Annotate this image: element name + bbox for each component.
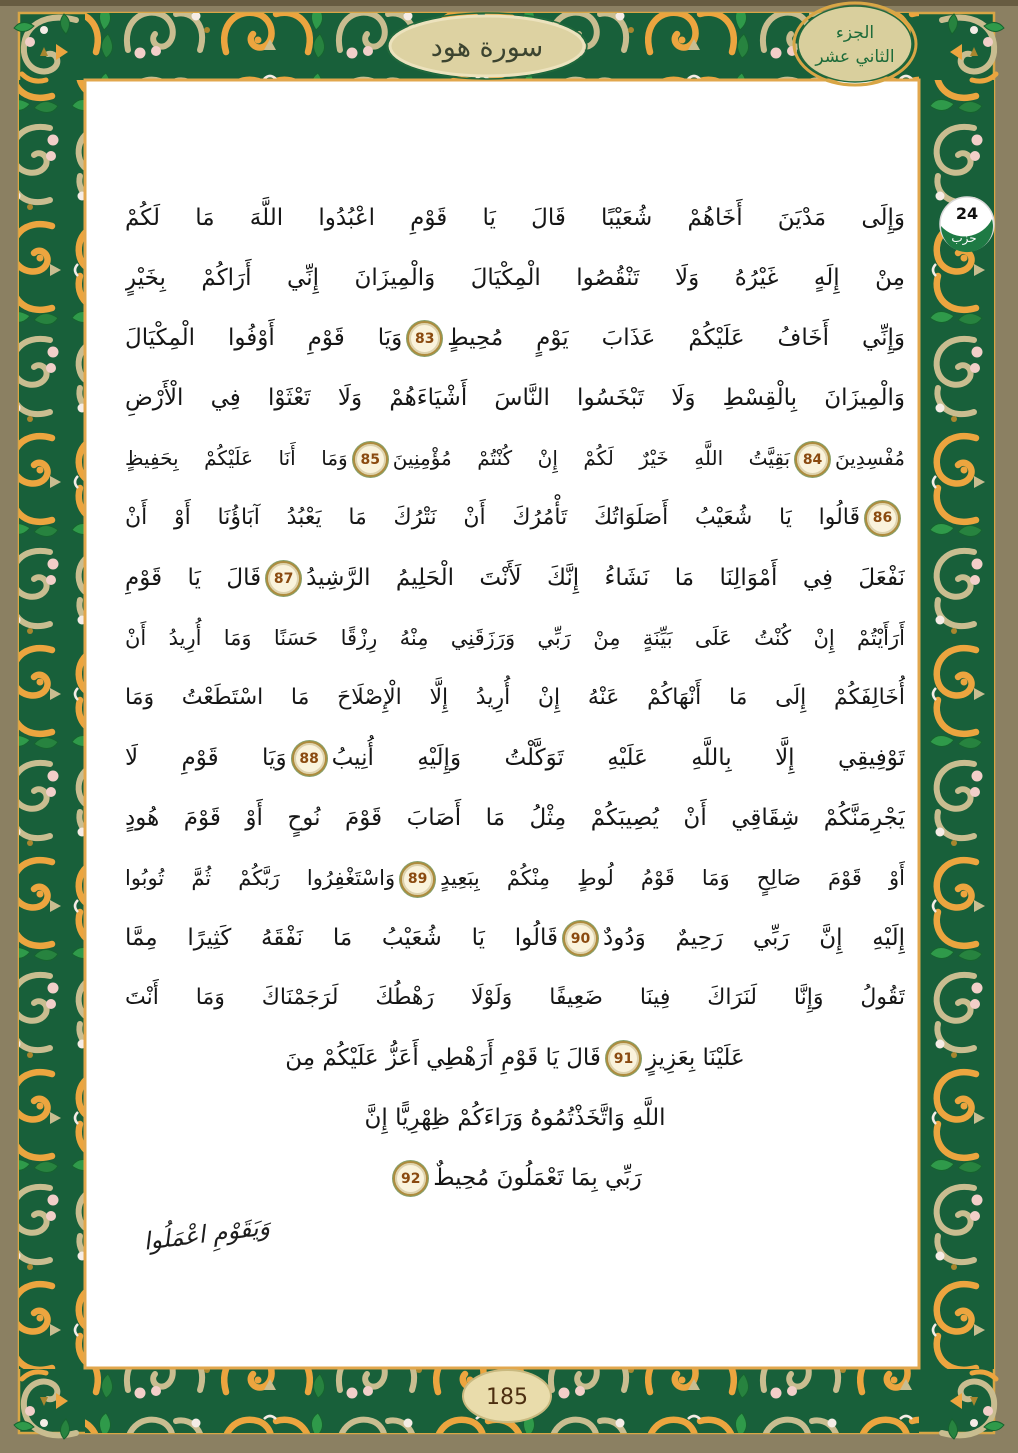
hizb-word: حزب xyxy=(951,231,977,245)
ayah-text: وَاسْتَغْفِرُوا رَبَّكُمْ ثُمَّ تُوبُوا xyxy=(125,866,396,890)
quran-line-12 xyxy=(125,848,905,908)
verse-marker-85: 85 xyxy=(353,442,388,477)
ayah-text: أَوْ قَوْمَ صَالِحٍ وَمَا قَوْمُ لُوطٍ مِنْكُمْ بِبَعِيدٍ xyxy=(440,866,905,890)
quran-line-2 xyxy=(125,248,905,308)
ayah-text: أُخَالِفَكُمْ إِلَى مَا أَنْهَاكُمْ عَنْهُ إِنْ أُرِيدُ إِلَّا الْإِصْلَاحَ مَا اسْتَطَعْتُ وَمَا xyxy=(125,685,905,710)
border-ornament-right xyxy=(928,80,994,1369)
ayah-text: قَالَ يَا قَوْمِ أَرَهْطِي أَعَزُّ عَلَيْكُمْ مِنَ xyxy=(285,1045,601,1071)
quran-line-11 xyxy=(125,788,905,848)
ayah-text: وَالْمِيزَانَ بِالْقِسْطِ وَلَا تَبْخَسُوا النَّاسَ أَشْيَاءَهُمْ وَلَا تَعْثَوْا فِي الْأَرْضِ xyxy=(125,385,905,411)
quran-line-13 xyxy=(125,908,905,968)
ayah-text: وَإِلَى مَدْيَنَ أَخَاهُمْ شُعَيْبًا قَالَ يَا قَوْمِ اعْبُدُوا اللَّهَ مَا لَكُمْ xyxy=(125,205,905,231)
verse-marker-88: 88 xyxy=(292,741,327,776)
ayah-text: إِلَيْهِ إِنَّ رَبِّي رَحِيمٌ وَدُودٌ xyxy=(603,925,905,951)
quran-line-6 xyxy=(125,488,905,548)
juz-label-line2: الثاني عشر xyxy=(815,47,895,67)
quran-line-3 xyxy=(125,308,905,368)
quran-line-9 xyxy=(125,668,905,728)
verse-marker-86: 86 xyxy=(865,501,900,536)
ayah-text: تَوْفِيقِي إِلَّا بِاللَّهِ عَلَيْهِ تَوَكَّلْتُ وَإِلَيْهِ أُنِيبُ xyxy=(331,745,905,771)
ayah-text: تَقُولُ وَإِنَّا لَنَرَاكَ فِينَا ضَعِيفًا وَلَوْلَا رَهْطُكَ لَرَجَمْنَاكَ وَمَا أَنْتَ xyxy=(125,985,905,1010)
ayah-text: بَقِيَّتُ اللَّهِ خَيْرٌ لَكُمْ إِنْ كُنْتُمْ مُؤْمِنِينَ xyxy=(392,446,791,470)
ayah-text: عَلَيْنَا بِعَزِيزٍ xyxy=(645,1045,745,1071)
verse-marker-89: 89 xyxy=(400,862,435,897)
quran-line-7 xyxy=(125,548,905,608)
ayah-text: اللَّهِ وَاتَّخَذْتُمُوهُ وَرَاءَكُمْ ظِهْرِيًّا إِنَّ xyxy=(364,1105,666,1131)
quran-line-5 xyxy=(125,428,905,488)
ayah-text: مِنْ إِلَهٍ غَيْرُهُ وَلَا تَنْقُصُوا الْمِكْيَالَ وَالْمِيزَانَ إِنِّي أَرَاكُمْ بِخَيْرٍ xyxy=(125,265,905,291)
border-ornament-left xyxy=(19,80,85,1369)
ayah-text: مُفْسِدِينَ xyxy=(835,446,905,470)
ayah-text: قَالَ يَا قَوْمِ xyxy=(125,565,262,591)
verse-marker-91: 91 xyxy=(606,1041,641,1076)
surah-title: سورة هود xyxy=(430,32,544,63)
verse-marker-83: 83 xyxy=(407,321,442,356)
quran-line-8 xyxy=(125,608,905,668)
hizb-number: 24 xyxy=(955,204,979,223)
quran-line-16 xyxy=(125,1088,905,1148)
quran-line-14 xyxy=(125,968,905,1028)
catchword: وَيَقَوْمِ اعْمَلُوا xyxy=(141,1212,272,1256)
page-number: 185 xyxy=(486,1385,528,1410)
hizb-medallion xyxy=(940,197,994,252)
juz-cartouche xyxy=(794,3,916,85)
verse-marker-90: 90 xyxy=(563,921,598,956)
ayah-text: نَفْعَلَ فِي أَمْوَالِنَا مَا نَشَاءُ إِنَّكَ لَأَنْتَ الْحَلِيمُ الرَّشِيدُ xyxy=(306,565,905,591)
quran-text-block xyxy=(125,188,905,1208)
ayah-text: قَالُوا يَا شُعَيْبُ مَا نَفْقَهُ كَثِيرًا مِمَّا xyxy=(125,925,559,951)
verse-marker-84: 84 xyxy=(795,442,830,477)
ayah-text: وَمَا أَنَا عَلَيْكُمْ بِحَفِيظٍ xyxy=(125,446,348,470)
ayah-text: يَجْرِمَنَّكُمْ شِقَاقِي أَنْ يُصِيبَكُمْ مِثْلُ مَا أَصَابَ قَوْمَ نُوحٍ أَوْ قَوْمَ هُودٍ xyxy=(125,805,905,831)
ayah-text: قَالُوا يَا شُعَيْبُ أَصَلَوَاتُكَ تَأْمُرُكَ أَنْ نَتْرُكَ مَا يَعْبُدُ آبَاؤُنَا أَوْ أَنْ xyxy=(125,505,860,530)
quran-line-17 xyxy=(125,1148,905,1208)
quran-line-1 xyxy=(125,188,905,248)
quran-line-15 xyxy=(125,1028,905,1088)
page-content xyxy=(85,80,919,1368)
page-number-cartouche xyxy=(463,1370,551,1422)
surah-cartouche xyxy=(387,13,587,79)
ayah-text: رَبِّي بِمَا تَعْمَلُونَ مُحِيطٌ xyxy=(433,1165,642,1191)
quran-line-4 xyxy=(125,368,905,428)
quran-line-10 xyxy=(125,728,905,788)
ayah-text: أَرَأَيْتُمْ إِنْ كُنْتُ عَلَى بَيِّنَةٍ مِنْ رَبِّي وَرَزَقَنِي مِنْهُ رِزْقًا حَسَنًا وَمَا أُرِيدُ أَنْ xyxy=(125,626,905,650)
juz-label-line1: الجزء xyxy=(835,23,875,43)
ayah-text: وَإِنِّي أَخَافُ عَلَيْكُمْ عَذَابَ يَوْمٍ مُحِيطٍ xyxy=(447,325,905,351)
ayah-text: وَيَا قَوْمِ أَوْفُوا الْمِكْيَالَ xyxy=(125,325,403,351)
ayah-text: وَيَا قَوْمِ لَا xyxy=(125,745,287,771)
verse-marker-87: 87 xyxy=(266,561,301,596)
verse-marker-92: 92 xyxy=(393,1161,428,1196)
